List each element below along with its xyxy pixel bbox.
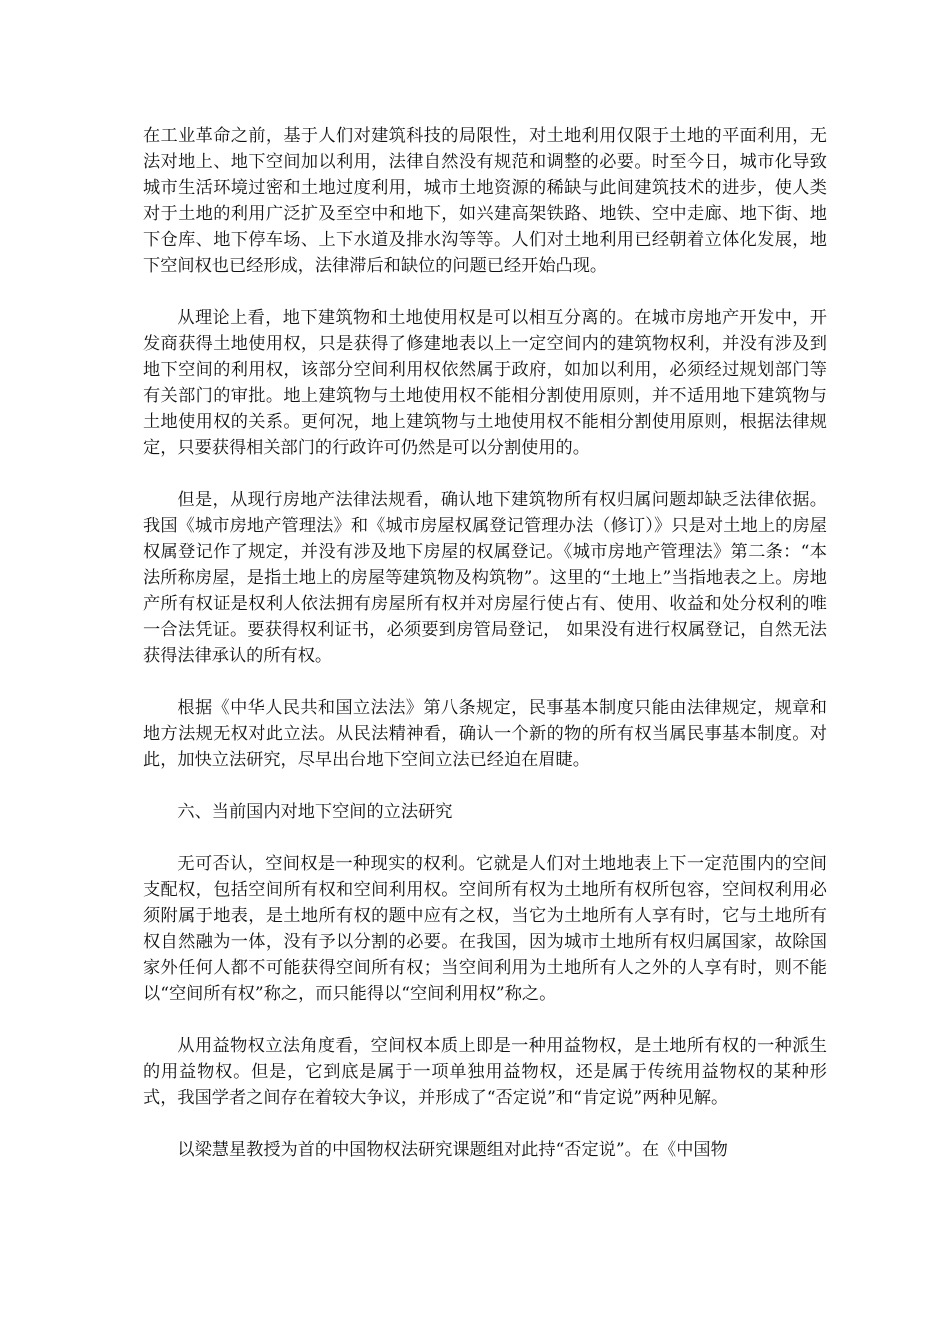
paragraph-negation-theory: 以梁慧星教授为首的中国物权法研究课题组对此持“否定说”。在《中国物: [177, 1140, 728, 1160]
document-body: [143, 123, 827, 1189]
paragraph-theory: 从理论上看，地下建筑物和土地使用权是可以相互分离的。在城市房地产开发中，开发商获得土地使用权，只是获得了修建地表以上一定空间内的建筑物权利，并没有涉及到地下空间的利用权，该部分空间利用权依然属于政府，如加以利用，必须经过规划部门等有关部门的审批。地上建筑物与土地使用权不能相分割使用原则，并不适用地下建筑物与土地使用权的关系。更何况，地上建筑物与土地使用权不能相分割使用原则，根据法律规定，只要获得相关部门的行政许可仍然是可以分割使用的。: [143, 308, 827, 458]
section-heading: 六、当前国内对地下空间的立法研究: [177, 802, 453, 822]
paragraph-usufruct: 从用益物权立法角度看，空间权本质上即是一种用益物权，是土地所有权的一种派生的用益物权。但是，它到底是属于一项单独用益物权，还是属于传统用益物权的某种形式，我国学者之间存在着较大争议，并形成了“否定说”和“肯定说”两种见解。: [143, 1036, 827, 1108]
paragraph-space-right: 无可否认，空间权是一种现实的权利。它就是人们对土地地表上下一定范围内的空间支配权，包括空间所有权和空间利用权。空间所有权为土地所有权所包容，空间权利用必须附属于地表，是土地所有权的题中应有之权，当它为土地所有人享有时，它与土地所有权自然融为一体，没有予以分割的必要。在我国，因为城市土地所有权归属国家，故除国家外任何人都不可能获得空间所有权；当空间利用为土地所有人之外的人享有时，则不能以“空间所有权”称之，而只能得以“空间利用权”称之。: [143, 854, 827, 1004]
paragraph-current-law: 但是，从现行房地产法律法规看，确认地下建筑物所有权归属问题却缺乏法律依据。我国《城市房地产管理法》和《城市房屋权属登记管理办法（修订）》只是对土地上的房屋权属登记作了规定，并没有涉及地下房屋的权属登记。《城市房地产管理法》第二条：“本法所称房屋，是指土地上的房屋等建筑物及构筑物”。这里的“土地上”当指地表之上。房地产所有权证是权利人依法拥有房屋所有权并对房屋行使占有、使用、收益和处分权利的唯一合法凭证。要获得权利证书，必须要到房管局登记， 如果没有进行权属登记，自然无法获得法律承认的所有权。: [143, 490, 827, 666]
paragraph-legislation-law: 根据《中华人民共和国立法法》第八条规定，民事基本制度只能由法律规定，规章和地方法规无权对此立法。从民法精神看，确认一个新的物的所有权当属民事基本制度。对此，加快立法研究，尽早出台地下空间立法已经迫在眉睫。: [143, 698, 827, 770]
paragraph-industrial-revolution: 在工业革命之前，基于人们对建筑科技的局限性，对土地利用仅限于土地的平面利用，无法对地上、地下空间加以利用，法律自然没有规范和调整的必要。时至今日，城市化导致城市生活环境过密和土地过度利用，城市土地资源的稀缺与此间建筑技术的进步，使人类对于土地的利用广泛扩及至空中和地下，如兴建高架铁路、地铁、空中走廊、地下街、地下仓库、地下停车场、上下水道及排水沟等等。人们对土地利用已经朝着立体化发展，地下空间权也已经形成，法律滞后和缺位的问题已经开始凸现。: [143, 126, 827, 276]
